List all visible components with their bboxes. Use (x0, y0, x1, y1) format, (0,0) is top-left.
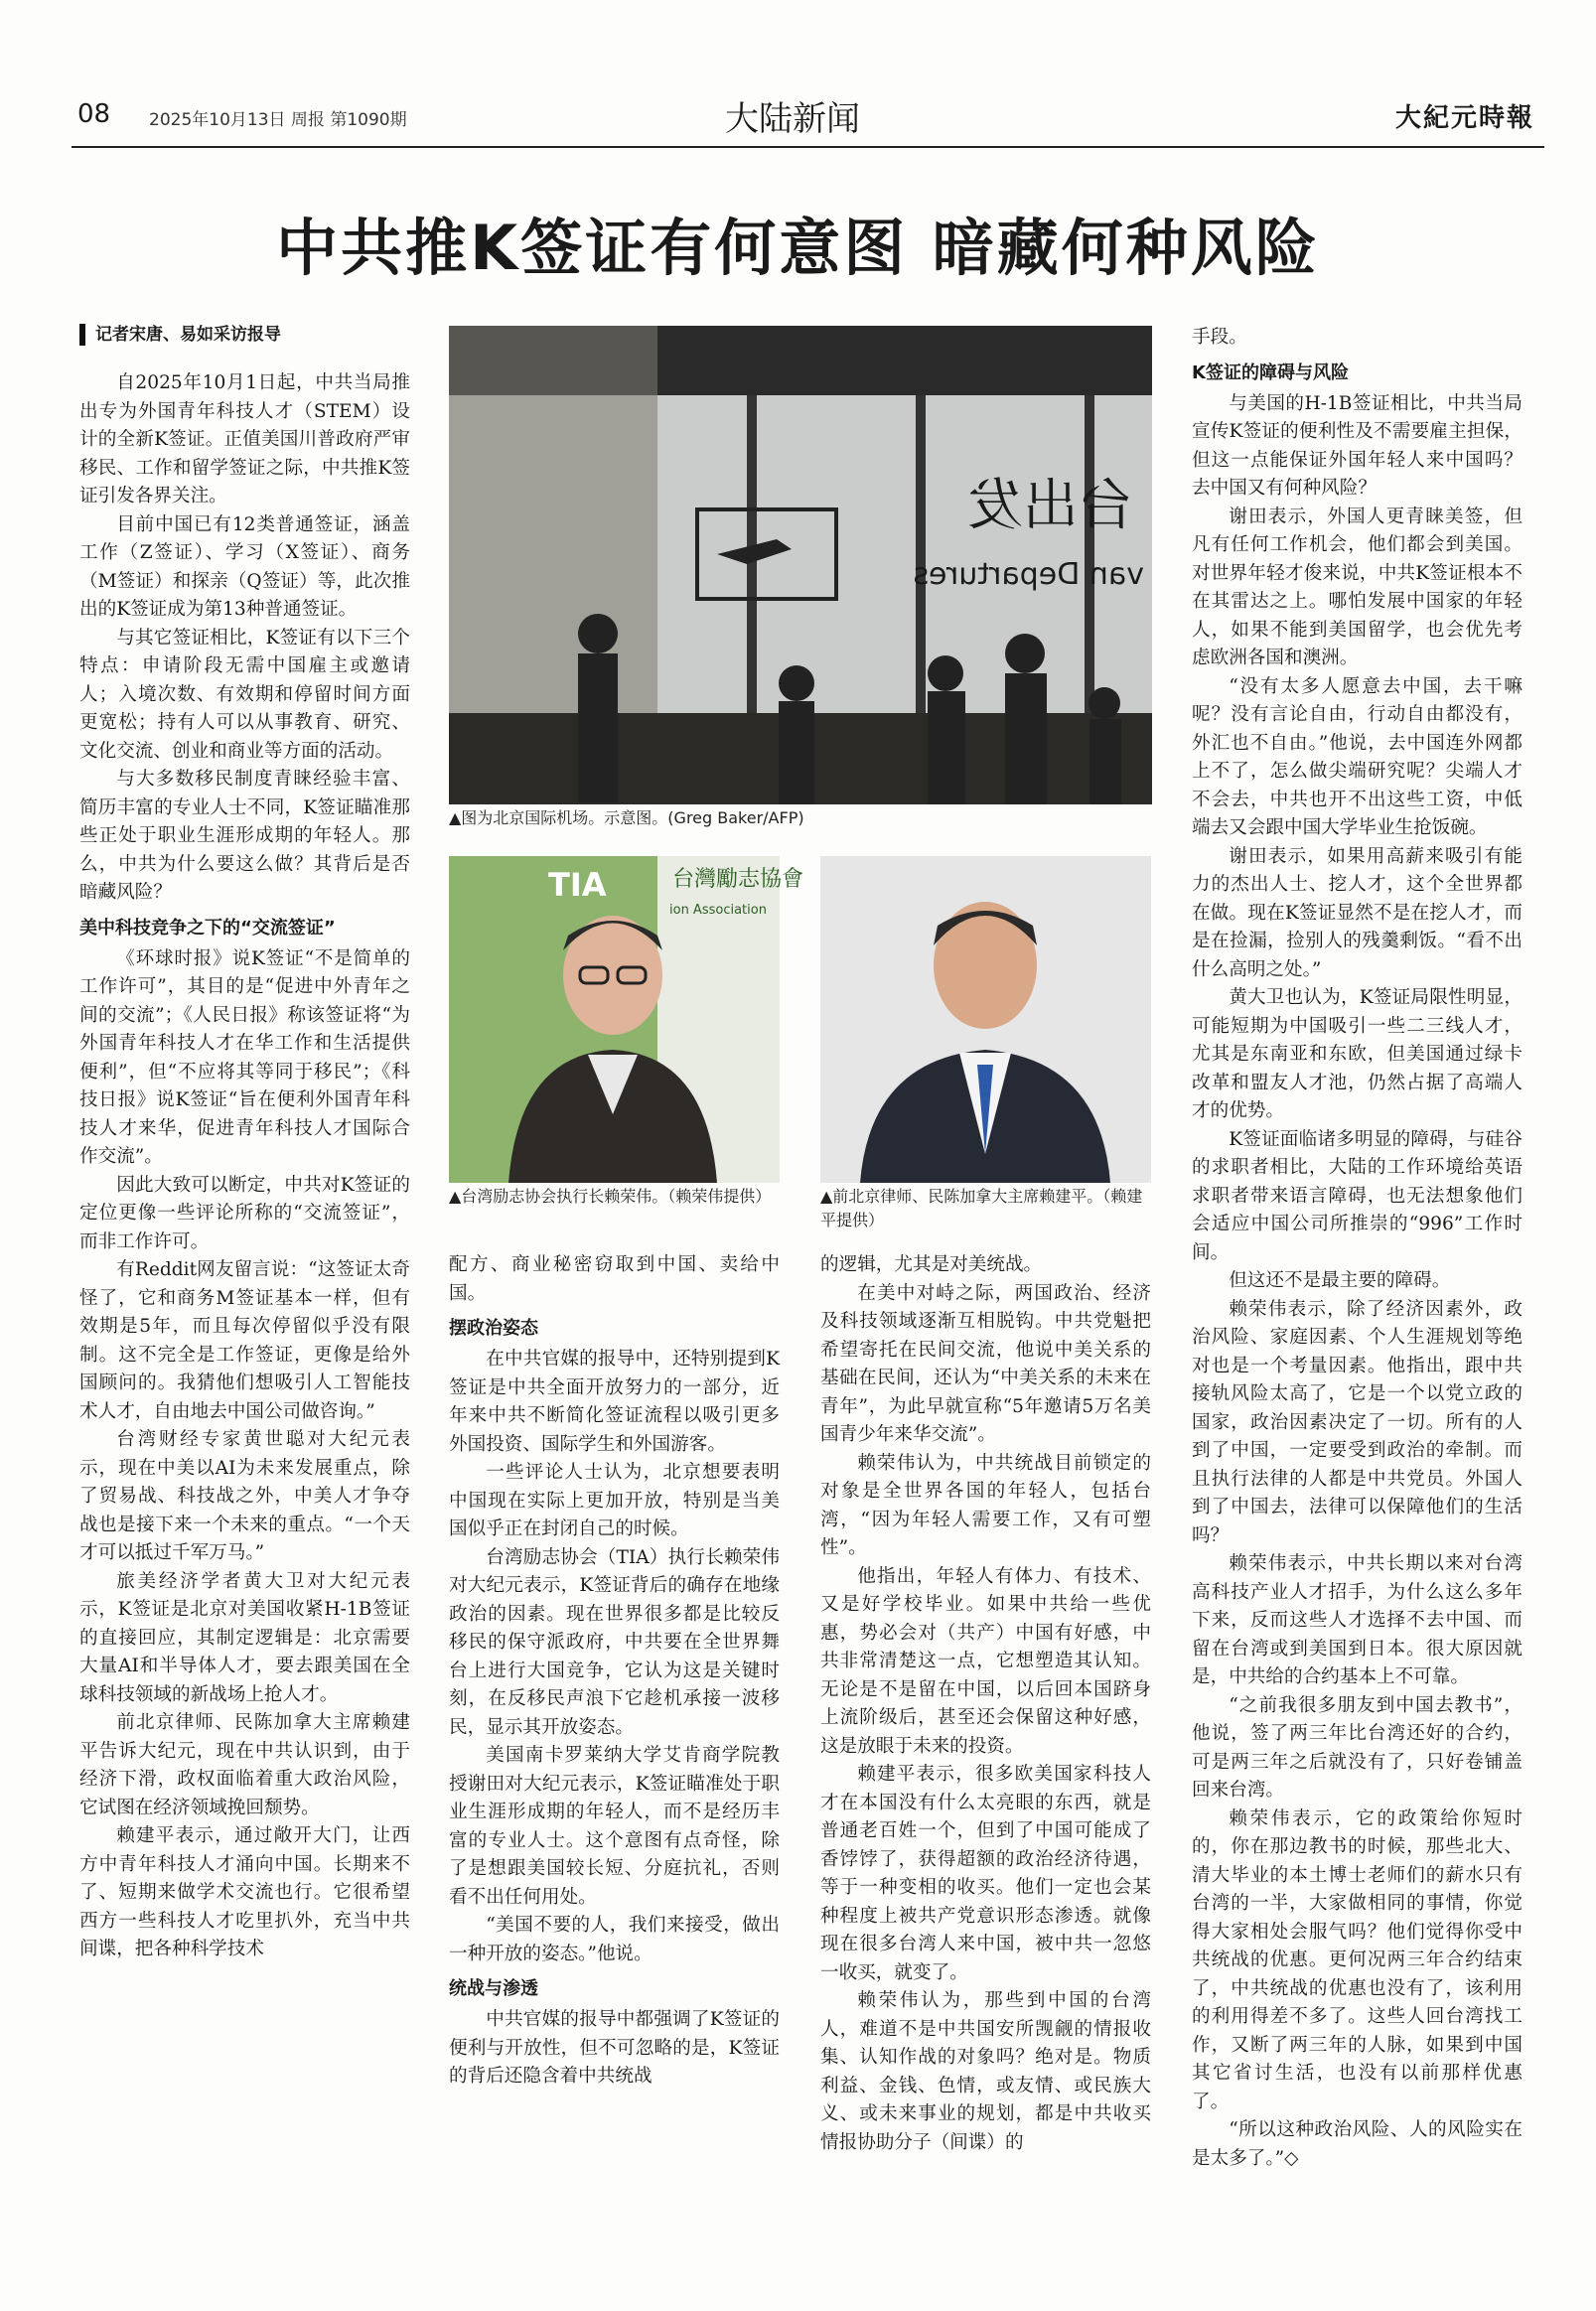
paragraph: 目前中国已有12类普通签证，涵盖工作（Z签证）、学习（X签证）、商务（M签证）和探亲（Q签证）等，此次推出的K签证成为第13种普通签证。 (79, 513, 410, 620)
col4-paragraphs (1192, 324, 1523, 353)
byline: 记者宋唐、易如采访报导 (79, 324, 410, 346)
tia-banner: 台灣勵志協會 (672, 867, 804, 892)
paragraph: K签证面临诸多明显的障碍，与硅谷的求职者相比，大陆的工作环境给英语求职者带来语言障碍，也无法想象他们会适应中国公司所推崇的“996”工作时间。 (1192, 1128, 1523, 1263)
paragraph: 前北京律师、民陈加拿大主席赖建平告诉大纪元，现在中共认识到，由于经济下滑，政权面临着重大政治风险，它试图在经济领域挽回颓势。 (79, 1712, 410, 1818)
paragraph: 因此大致可以断定，中共对K签证的定位更像一些评论所称的“交流签证”，而非工作许可。 (79, 1174, 410, 1252)
paragraph: “所以这种政治风险、人的风险实在是太多了。”◇ (1192, 2119, 1523, 2169)
col2-paragraphs (449, 1251, 780, 1308)
paragraph: 台湾财经专家黄世聪对大纪元表示，现在中美以AI为未来发展重点，除了贸易战、科技战之外，中美人才争夺战也是接下来一个未来的重点。“一个天才可以抵过千军万马。” (79, 1429, 410, 1563)
paragraph: 在美中对峙之际，两国政治、经济及科技领域逐渐互相脱钩。中共党魁把希望寄托在民间交流，他说中美关系的基础在民间，还认为“中美关系的未来在青年”，为此早就宣称“5年邀请5万名美国青少年来华交流”。 (820, 1282, 1151, 1445)
paragraph: 有Reddit网友留言说：“这签证太奇怪了，它和商务M签证基本一样，但有效期是5年，而且每次停留似乎没有限制。这不完全是工作签证，更像是给外国顾问的。我猜他们想吸引人工智能技术人才，自由地去中国公司做咨询。” (79, 1259, 410, 1422)
paragraph: 赖荣伟认为，那些到中国的台湾人，难道不是中共国安所觊觎的情报收集、认知作战的对象吗？绝对是。物质利益、金钱、色情，或友情、或民族大义、或未来事业的规划，都是中共收买情报协助分子（间谍）的 (820, 1990, 1151, 2153)
lai-rongwei-caption: ▲台湾励志协会执行长赖荣伟。（赖荣伟提供） (449, 1187, 772, 1206)
col1-paragraphs (79, 369, 410, 908)
paragraph: 美国南卡罗莱纳大学艾肯商学院教授谢田对大纪元表示，K签证瞄准处于职业生涯形成期的年轻人，而不是经历丰富的专业人士。这个意图有点奇怪，除了是想跟美国较长短、分庭抗礼，否则看不出任何用处。 (449, 1745, 780, 1908)
paragraph: 赖荣伟认为，中共统战目前锁定的对象是全世界各国的年轻人，包括台湾，“因为年轻人需要工作，又有可塑性”。 (820, 1452, 1151, 1558)
paragraph: 一些评论人士认为，北京想要表明中国现在实际上更加开放，特别是当美国似乎正在封闭自己的时候。 (449, 1462, 780, 1539)
paragraph: 赖荣伟表示，除了经济因素外，政治风险、家庭因素、个人生涯规划等绝对也是一个考量因素。他指出，跟中共接轨风险太高了，它是一个以党立政的国家，政治因素决定了一切。所有的人到了中国，一定要受到政治的牵制。而且执行法律的人都是中共党员。外国人到了中国去，法律可以保障他们的生活吗？ (1192, 1298, 1523, 1546)
paragraph: 中共官媒的报导中都强调了K签证的便利与开放性，但不可忽略的是，K签证的背后还隐含着中共统战 (449, 2009, 780, 2087)
paragraph: 配方、商业秘密窃取到中国、卖给中国。 (449, 1254, 780, 1304)
header-rule (72, 146, 1544, 148)
paragraph: 自2025年10月1日起，中共当局推出专为外国青年科技人才（STEM）设计的全新K签证。正值美国川普政府严审移民、工作和留学签证之际，中共推K签证引发各界关注。 (79, 372, 410, 506)
column-1 (79, 324, 410, 1964)
paragraph: 手段。 (1192, 327, 1247, 348)
headline: 中共推K签证有何意图 暗藏何种风险 (276, 212, 1320, 284)
section-title: 大陆新闻 (725, 99, 860, 139)
col2b-paragraphs (449, 1346, 780, 1968)
airport-caption: ▲图为北京国际机场。示意图。(Greg Baker/AFP) (449, 808, 804, 827)
airport-photo (449, 326, 1152, 804)
paragraph: “美国不要的人，我们来接受，做出一种开放的姿态。”他说。 (449, 1915, 780, 1964)
paragraph: 在中共官媒的报导中，还特别提到K签证是中共全面开放努力的一部分，近年来中共不断简化签证流程以吸引更多外国投资、国际学生和外国游客。 (449, 1349, 780, 1455)
col2c-paragraphs (449, 2006, 780, 2092)
column-4 (1192, 324, 1523, 2173)
page-number: 08 (77, 99, 111, 129)
col3-paragraphs (820, 1251, 1151, 2157)
lai-jianping-caption: ▲前北京律师、民陈加拿大主席赖建平。（赖建平提供） (820, 1187, 1143, 1229)
paragraph: 赖荣伟表示，中共长期以来对台湾高科技产业人才招手，为什么这么多年下来，反而这些人才选择不去中国、而留在台湾或到美国到日本。很大原因就是，中共给的合约基本上不可靠。 (1192, 1553, 1523, 1687)
lai-jianping-photo (820, 856, 1151, 1183)
paragraph: 但这还不是最主要的障碍。 (1229, 1270, 1451, 1291)
paragraph: 谢田表示，如果用高薪来吸引有能力的杰出人士、挖人才，这个全世界都在做。现在K签证显然不是在挖人才，而是在捡漏，捡别人的残羹剩饭。“看不出什么高明之处。” (1192, 845, 1523, 980)
lai-jianping-illustration (820, 856, 1151, 1183)
airport-sign-en: van Departures (913, 557, 1144, 592)
paragraph: 赖建平表示，很多欧美国家科技人才在本国没有什么太亮眼的东西，就是普通老百姓一个，但到了中国可能成了香饽饽了，获得超额的政治经济待遇，等于一种变相的收买。他们一定也会某种程度上被共产党意识形态渗透。就像现在很多台湾人来中国，被中共一忽悠一收买，就变了。 (820, 1764, 1151, 1983)
col2-subheading-1: 摆政治姿态 (449, 1318, 538, 1339)
paragraph: 黄大卫也认为，K签证局限性明显，可能短期为中国吸引一些二三线人才，尤其是东南亚和东欧，但美国通过绿卡改革和盟友人才池，仍然占据了高端人才的优势。 (1192, 987, 1523, 1121)
paragraph: “之前我很多朋友到中国去教书”，他说，签了两三年比台湾还好的合约，可是两三年之后就没有了，只好卷铺盖回来台湾。 (1192, 1694, 1523, 1801)
tia-banner-sub: ion Association (669, 903, 767, 918)
col4b-paragraphs (1192, 390, 1523, 2174)
paragraph: “没有太多人愿意去中国，去干嘛呢？没有言论自由，行动自由都没有，外汇也不自由。”他说，去中国连外网都上不了，怎么做尖端研究呢？尖端人才不会去，中共也开不出这些工资，中低端去又会跟中国大学毕业生抢饭碗。 (1192, 675, 1523, 838)
paragraph: 与其它签证相比，K签证有以下三个特点：申请阶段无需中国雇主或邀请人；入境次数、有效期和停留时间方面更宽松；持有人可以从事教育、研究、文化交流、创业和商业等方面的活动。 (79, 627, 410, 762)
lai-rongwei-photo (449, 856, 804, 1183)
paragraph: 台湾励志协会（TIA）执行长赖荣伟对大纪元表示，K签证背后的确存在地缘政治的因素。现在世界很多都是比较反移民的保守派政府，中共要在全世界舞台上进行大国竞争，它认为这是关键时刻，在反移民声浪下它趁机承接一波移民，显示其开放姿态。 (449, 1546, 780, 1738)
brand-logo: 大紀元時報 (1394, 103, 1534, 133)
paragraph: 赖荣伟表示，它的政策给你短时的，你在那边教书的时候，那些北大、清大毕业的本土博士老师们的薪水只有台湾的一半，大家做相同的事情，你觉得大家相处会服气吗？他们觉得你受中共统战的优惠。更何况两三年合约结束了，中共统战的优惠也没有了，该利用的利用得差不多了。这些人回台湾找工作，又断了两三年的人脉，如果到中国其它省讨生活，也没有以前那样优惠了。 (1192, 1807, 1523, 2112)
column-2 (449, 1251, 780, 2092)
issue-date: 2025年10月13日 周报 第1090期 (149, 110, 407, 130)
col4-subheading: K签证的障碍与风险 (1192, 361, 1349, 383)
tia-banner-en: TIA (548, 866, 607, 904)
column-3 (820, 1251, 1151, 2157)
paragraph: 与大多数移民制度青睐经验丰富、简历丰富的专业人士不同，K签证瞄准那些正处于职业生涯形成期的年轻人。那么，中共为什么要这么做？其背后是否暗藏风险？ (79, 769, 410, 903)
paragraph: 《环球时报》说K签证“不是简单的工作许可”，其目的是“促进中外青年之间的交流”；《人民日报》称该签证将“为外国青年科技人才在华工作和生活提供便利”，但“不应将其等同于移民”；《科技日报》说K签证“旨在便利外国青年科技人才来华，促进青年科技人才国际合作交流”。 (79, 947, 410, 1167)
col2-subheading-2: 统战与渗透 (449, 1978, 538, 1999)
paragraph: 他指出，年轻人有体力、有技术、又是好学校毕业。如果中共给一些优惠，势必会对（共产）中国有好感，中共非常清楚这一点，它想塑造其认知。无论是不是留在中国，以后回本国跻身上流阶级后，甚至还会保留这种好感，这是放眼于未来的投资。 (820, 1565, 1151, 1757)
col1b-paragraphs (79, 945, 410, 1964)
paragraph: 的逻辑，尤其是对美统战。 (820, 1254, 1043, 1275)
airport-sign-cn: 台出发 (967, 474, 1134, 538)
airport-illustration (449, 326, 1152, 804)
paragraph: 谢田表示，外国人更青睐美签，但凡有任何工作机会，他们都会到美国。对世界年轻才俊来说，中共K签证根本不在其雷达之上。哪怕发展中国家的年轻人，如果不能到美国留学，也会优先考虑欧洲各国和澳洲。 (1192, 506, 1523, 668)
paragraph: 赖建平表示，通过敞开大门，让西方中青年科技人才涌向中国。长期来不了、短期来做学术交流也行。它很希望西方一些科技人才吃里扒外，充当中共间谍，把各种科学技术 (79, 1825, 410, 1959)
paragraph: 旅美经济学者黄大卫对大纪元表示，K签证是北京对美国收紧H-1B签证的直接回应，其制定逻辑是：北京需要大量AI和半导体人才，要去跟美国在全球科技领域的新战场上抢人才。 (79, 1570, 410, 1705)
paragraph: 与美国的H-1B签证相比，中共当局宣传K签证的便利性及不需要雇主担保，但这一点能保证外国年轻人来中国吗？去中国又有何种风险？ (1192, 392, 1523, 499)
col1-subheading: 美中科技竞争之下的“交流签证” (79, 917, 336, 939)
lai-rongwei-illustration (449, 856, 804, 1183)
